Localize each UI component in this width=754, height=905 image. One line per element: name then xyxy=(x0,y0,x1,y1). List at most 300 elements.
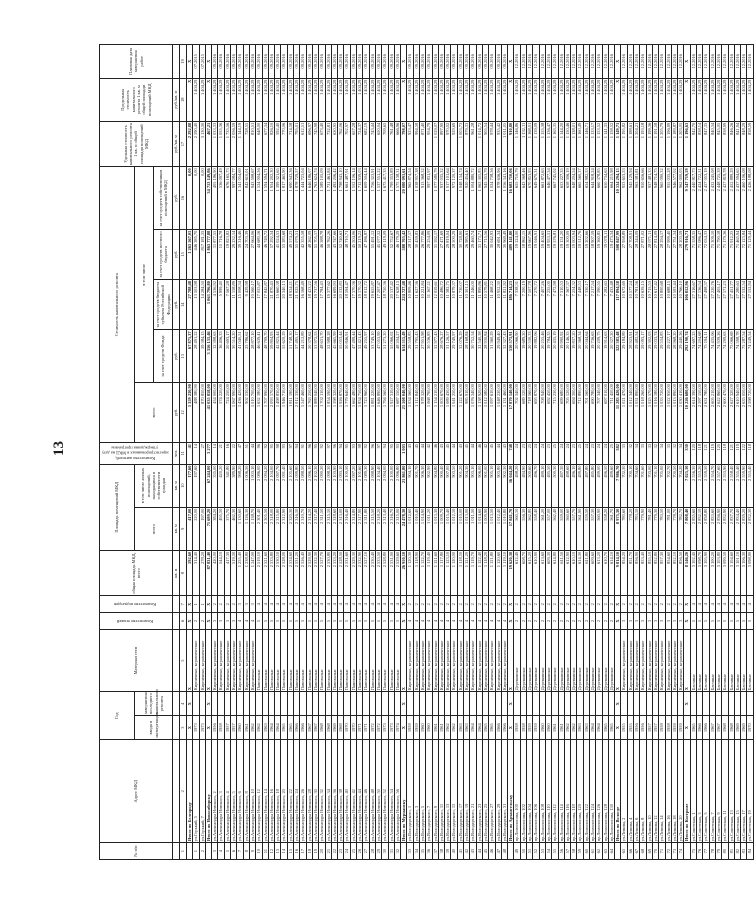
table-cell: 1959 xyxy=(533,716,539,740)
table-cell: 4 xyxy=(249,613,255,630)
table-cell: 649 670,31 xyxy=(533,167,539,229)
table-cell: 923,47 xyxy=(407,121,413,167)
table-cell: Деревянные xyxy=(583,629,589,691)
table-cell: 2 839,20 xyxy=(741,507,747,550)
table-cell: 10 766,10 xyxy=(678,280,684,330)
table-cell: 1 131 460,00 xyxy=(501,383,507,443)
table-cell: 46 xyxy=(476,443,482,465)
table-cell: 20 066,90 xyxy=(514,330,520,383)
table-cell: Панельные xyxy=(338,629,344,691)
table-cell: 780,60 xyxy=(621,507,627,550)
table-cell: Блочные xyxy=(715,629,721,691)
table-cell: 09.2016 xyxy=(382,45,388,79)
unit-cell xyxy=(173,692,180,716)
table-cell: 1968 xyxy=(722,716,728,740)
table-cell: 2 xyxy=(212,596,218,613)
table-cell: 49 119,09 xyxy=(382,229,388,279)
table-cell: 30 752,54 xyxy=(470,330,476,383)
table-cell: 09.2016 xyxy=(350,45,356,79)
table-cell: 2 xyxy=(539,596,545,613)
table-cell: 43 747,66 xyxy=(331,229,337,279)
table-cell: 1 404,29 xyxy=(583,78,589,121)
table-cell: 1967 xyxy=(709,716,715,740)
table-cell: 446 385,70 xyxy=(193,229,199,279)
table-cell: 93 xyxy=(350,443,356,465)
table-cell: 2 597 150,00 xyxy=(697,383,703,443)
table-cell: 499,60 xyxy=(608,464,614,507)
table-cell: 25 xyxy=(552,443,558,465)
table-cell: 2 426 188,08 xyxy=(747,167,753,229)
table-cell: 12.2016 xyxy=(652,45,658,79)
table-cell: 612,40 xyxy=(514,550,520,596)
table-cell: 26 950,10 xyxy=(401,550,407,596)
table-cell: 1 889 040,00 xyxy=(312,383,318,443)
table-cell: 838,99 xyxy=(722,121,728,167)
table-cell: 2 529,30 xyxy=(350,550,356,596)
table-cell: 27 715,56 xyxy=(482,229,488,279)
table-cell: 12.2016 xyxy=(602,45,608,79)
table-cell: ул.Ленина, 12 xyxy=(652,740,658,843)
table-cell: 1 076 340,00 xyxy=(470,383,476,443)
table-cell: 39 xyxy=(445,843,451,860)
table-cell: 1 404,29 xyxy=(608,78,614,121)
table-cell: Кирпичные, керамические xyxy=(249,629,255,691)
table-cell: 7 507,78 xyxy=(527,280,533,330)
table-cell: 5 xyxy=(275,613,281,630)
table-cell: 1 537 551,22 xyxy=(375,167,381,229)
table-cell: 0,00 xyxy=(199,167,205,229)
table-cell: 2 316,70 xyxy=(388,507,394,550)
table-cell: 92 xyxy=(363,443,369,465)
table-cell: Панельные xyxy=(312,629,318,691)
table-cell: 1 038 957,38 xyxy=(413,167,419,229)
table-cell: 1 404,29 xyxy=(678,78,684,121)
table-cell: 1963 xyxy=(262,716,268,740)
table-cell: 41 035 858,00 xyxy=(205,383,211,443)
table-cell: 4 xyxy=(715,596,721,613)
table-cell: 1 404,29 xyxy=(728,78,734,121)
table-cell: 1964 xyxy=(268,716,274,740)
table-cell: 2 448 725,39 xyxy=(715,167,721,229)
table-cell: 2 xyxy=(482,596,488,613)
table-cell: 954,79 xyxy=(426,121,432,167)
table-cell: 71 699,20 xyxy=(205,507,211,550)
table-cell: 11 382,75 xyxy=(445,280,451,330)
table-cell: 1 404,29 xyxy=(634,78,640,121)
table-cell: 09.2016 xyxy=(363,45,369,79)
table-cell: 560,10 xyxy=(514,507,520,550)
table-cell: 848,29 xyxy=(741,121,747,167)
table-cell: 901,00 xyxy=(482,464,488,507)
table-cell: 1 404,29 xyxy=(262,78,268,121)
table-cell: 2 xyxy=(596,596,602,613)
table-cell: 2 xyxy=(583,596,589,613)
table-cell: 779,90 xyxy=(640,507,646,550)
table-cell: 2 xyxy=(199,843,205,860)
table-cell: 3 277 xyxy=(205,443,211,465)
table-cell: 1 404,29 xyxy=(331,78,337,121)
table-cell: 10 486,72 xyxy=(438,280,444,330)
table-cell: 2 301,40 xyxy=(256,507,262,550)
table-cell: 4 536,92 xyxy=(212,280,218,330)
table-cell: 2 534,60 xyxy=(287,550,293,596)
table-cell: 53 283,68 xyxy=(281,229,287,279)
table-cell: 2 318,60 xyxy=(331,507,337,550)
table-cell: 1968 xyxy=(319,716,325,740)
table-cell: 12.2016 xyxy=(514,45,520,79)
table-cell: 845,05 xyxy=(715,121,721,167)
table-cell: 09.2016 xyxy=(482,45,488,79)
table-cell: 24 xyxy=(533,443,539,465)
table-cell: 842,70 xyxy=(690,121,696,167)
table-cell: 52 xyxy=(533,843,539,860)
table-cell: 4 xyxy=(262,596,268,613)
table-cell: 44 xyxy=(419,443,425,465)
table-cell: 963 381,81 xyxy=(634,167,640,229)
table-cell: 12.2016 xyxy=(741,45,747,79)
table-cell: 1 444 723,04 xyxy=(300,167,306,229)
table-cell: 11 158,89 xyxy=(231,280,237,330)
table-cell: 62 xyxy=(596,843,602,860)
table-cell: 49 574,23 xyxy=(287,229,293,279)
table-cell: 10 715,53 xyxy=(646,280,652,330)
table-cell: 1 xyxy=(193,843,199,860)
table-cell: 4 xyxy=(218,843,224,860)
table-cell: 12.2016 xyxy=(678,45,684,79)
column-number-cell: 10 xyxy=(180,464,187,507)
table-cell: 1 594 594,71 xyxy=(262,167,268,229)
table-cell: 1 404,29 xyxy=(268,78,274,121)
table-cell: 2 xyxy=(193,613,199,630)
table-cell: 09.2016 xyxy=(419,45,425,79)
table-cell: 48 xyxy=(501,843,507,860)
table-cell: 1 404,29 xyxy=(464,78,470,121)
table-cell: 17 841,70 xyxy=(508,507,514,550)
table-cell: 12.2016 xyxy=(703,45,709,79)
table-cell: 856,90 xyxy=(634,550,640,596)
table-cell: 4 xyxy=(489,613,495,630)
table-cell: 770,06 xyxy=(281,121,287,167)
table-cell: 19 404,65 xyxy=(539,229,545,279)
table-cell: 1 014,90 xyxy=(419,507,425,550)
table-cell: 2 529,90 xyxy=(306,550,312,596)
table-cell: ул.Володарского, 19 xyxy=(464,740,470,843)
table-cell: 91 xyxy=(300,443,306,465)
table-cell: 20 530,33 xyxy=(527,330,533,383)
table-cell: Итого по Вологде xyxy=(615,740,621,843)
table-cell: 13 503,98 xyxy=(193,280,199,330)
table-cell: 1 498 830,00 xyxy=(275,383,281,443)
table-cell: 905,10 xyxy=(489,464,495,507)
table-cell: 935,42 xyxy=(495,121,501,167)
table-cell: 3 130,30 xyxy=(199,121,205,167)
table-cell: 78 xyxy=(709,843,715,860)
table-cell: 955 035,28 xyxy=(665,167,671,229)
table-cell: 970,02 xyxy=(445,121,451,167)
table-cell: 1 404,29 xyxy=(747,78,753,121)
table-cell: 41 xyxy=(187,443,193,465)
table-cell: 4 xyxy=(426,613,432,630)
table-cell: 488 380,90 xyxy=(193,383,199,443)
table-cell: 2 089,30 xyxy=(363,464,369,507)
table-cell: X xyxy=(615,45,621,79)
table-cell: Деревянные xyxy=(608,629,614,691)
table-cell: 28 244,09 xyxy=(634,229,640,279)
table-cell: 2 316,40 xyxy=(344,507,350,550)
table-cell: 702,70 xyxy=(665,464,671,507)
table-cell: 2 557,60 xyxy=(715,464,721,507)
table-cell: 49 255,97 xyxy=(363,330,369,383)
table-cell: 27 280,63 xyxy=(734,280,740,330)
table-cell: 795,01 xyxy=(294,121,300,167)
table-cell: 5 xyxy=(375,613,381,630)
table-cell: 74 435,06 xyxy=(709,330,715,383)
table-cell: 1 723 960,00 xyxy=(363,383,369,443)
table-cell: 3 101,10 xyxy=(734,550,740,596)
table-cell: 59 804,93 xyxy=(268,330,274,383)
table-cell: 1 404,29 xyxy=(300,78,306,121)
table-cell: 1 881 220,00 xyxy=(369,383,375,443)
table-cell: 07.2015 xyxy=(199,45,205,79)
table-cell: ул.Александра Невского, 14 xyxy=(262,740,268,843)
table-cell: 1 016 180,00 xyxy=(652,383,658,443)
table-cell: Панельные xyxy=(375,629,381,691)
table-cell: 21 861,80 xyxy=(401,464,407,507)
table-cell: 1971 xyxy=(357,716,363,740)
table-cell: 33 xyxy=(665,443,671,465)
table-cell: 7 217,54 xyxy=(590,280,596,330)
table-cell: 592,60 xyxy=(187,550,193,596)
table-cell: ул.Советская, 13 xyxy=(728,740,734,843)
table-cell: 1 118,20 xyxy=(482,550,488,596)
table-cell: 2 605 210,00 xyxy=(709,383,715,443)
table-cell: 1 263 567,05 xyxy=(187,229,193,279)
table-cell: ул.Володарского, 21 xyxy=(470,740,476,843)
table-cell: 5 xyxy=(747,613,753,630)
table-cell: 52 988,28 xyxy=(325,330,331,383)
table-cell: 1 063 305,85 xyxy=(476,167,482,229)
table-cell: 32 977,43 xyxy=(432,330,438,383)
table-cell: ул.Володарского, 7 xyxy=(426,740,432,843)
table-cell: 53 972,53 xyxy=(312,330,318,383)
table-cell: 612,51 xyxy=(300,121,306,167)
table-cell: 2 318,20 xyxy=(375,507,381,550)
table-cell: 16 699,93 xyxy=(331,280,337,330)
table-cell: 7 025,10 xyxy=(684,464,690,507)
table-cell: 12.2016 xyxy=(545,45,551,79)
table-cell: 30 xyxy=(382,843,388,860)
table-cell: 09.2016 xyxy=(501,45,507,79)
table-cell: 1 404,29 xyxy=(501,78,507,121)
table-cell: 1 404,29 xyxy=(224,78,230,121)
table-cell: 1967 xyxy=(312,716,318,740)
table-cell: 1962 xyxy=(249,716,255,740)
table-cell: 314,40 xyxy=(193,550,199,596)
table-cell: 2 314,20 xyxy=(306,507,312,550)
page-number: 13 xyxy=(51,441,67,456)
table-cell: 913 368,32 xyxy=(419,167,425,229)
table-cell: 1 404,29 xyxy=(741,78,747,121)
table-cell: 24 xyxy=(583,443,589,465)
table-cell: 712 890,00 xyxy=(577,383,583,443)
table-cell: 27 664,06 xyxy=(249,229,255,279)
table-cell: 962 000,05 xyxy=(678,167,684,229)
table-cell: 519,30 xyxy=(231,550,237,596)
table-cell: 2 xyxy=(590,596,596,613)
table-cell: 14 284,50 xyxy=(199,280,205,330)
table-cell: 9 547 719,59 xyxy=(684,167,690,229)
table-cell: 81 xyxy=(728,843,734,860)
table-cell: 53 xyxy=(539,843,545,860)
table-cell: Кирпичные, керамические xyxy=(646,629,652,691)
table-cell: Панельные xyxy=(388,629,394,691)
table-cell: 900,40 xyxy=(438,464,444,507)
unit-cell xyxy=(173,629,180,691)
table-cell: 1 404,29 xyxy=(558,78,564,121)
table-cell: 2 xyxy=(558,596,564,613)
table-cell: 7 986,70 xyxy=(615,464,621,507)
table-cell: 5 xyxy=(338,613,344,630)
table-cell: 1 404,29 xyxy=(571,78,577,121)
table-cell: Итого по Новосибирску xyxy=(205,740,211,843)
table-cell: 689 120,00 xyxy=(520,383,526,443)
table-cell: 1 195,82 xyxy=(621,121,627,167)
table-cell: 2 320,30 xyxy=(287,507,293,550)
table-cell: 27 498,37 xyxy=(703,280,709,330)
table-cell: 7 338,31 xyxy=(514,280,520,330)
table-cell: 1955 xyxy=(627,716,633,740)
table-cell: 1 118,50 xyxy=(457,550,463,596)
table-cell: 709,65 xyxy=(382,121,388,167)
table-cell: 5 xyxy=(382,613,388,630)
table-cell: ул.Ленина, 6 xyxy=(634,740,640,843)
table-cell: X xyxy=(187,596,193,613)
table-cell: 1 404,29 xyxy=(432,78,438,121)
table-cell: 23 xyxy=(545,443,551,465)
table-cell: 87 831,40 xyxy=(205,550,211,596)
table-cell: 614,30 xyxy=(577,550,583,596)
table-cell: 31 173,71 xyxy=(476,229,482,279)
table-cell: 702,30 xyxy=(621,464,627,507)
table-cell: 19 078,11 xyxy=(602,229,608,279)
table-cell: Кирпичные, керамические xyxy=(438,629,444,691)
table-cell: 781,00 xyxy=(665,507,671,550)
table-cell: 1 097 610,00 xyxy=(489,383,495,443)
table-cell: 643 368,46 xyxy=(520,167,526,229)
table-cell: пр.Ломоносова, 110 xyxy=(545,740,551,843)
table-cell: 57 495,17 xyxy=(294,330,300,383)
table-cell: 1 763 250,00 xyxy=(306,383,312,443)
table-cell: 50 219,22 xyxy=(357,229,363,279)
table-cell: 1 029,07 xyxy=(432,121,438,167)
table-cell: 122 xyxy=(741,443,747,465)
table-cell: 1 010 700,00 xyxy=(249,383,255,443)
table-cell: 1 404,29 xyxy=(652,78,658,121)
table-cell: 23 xyxy=(571,443,577,465)
table-cell: 1955 xyxy=(621,716,627,740)
table-cell: 20 132,83 xyxy=(338,280,344,330)
table-cell: 12.2016 xyxy=(539,45,545,79)
table-cell: 29 232,14 xyxy=(231,229,237,279)
table-cell: 665 560,37 xyxy=(577,167,583,229)
table-cell: 3 xyxy=(212,613,218,630)
table-cell: ул.Володарского, 31 xyxy=(501,740,507,843)
table-cell: Кирпичные, керамические xyxy=(627,629,633,691)
table-cell: 09.2016 xyxy=(319,45,325,79)
table-cell: 1 404,29 xyxy=(690,78,696,121)
table-cell: 10 577,24 xyxy=(627,280,633,330)
table-cell: 0,00 xyxy=(193,167,199,229)
table-cell: 64 xyxy=(608,843,614,860)
table-cell: 1 021 470,00 xyxy=(621,383,627,443)
table-cell: 09.2016 xyxy=(476,45,482,79)
table-cell: 2 460 106,08 xyxy=(741,167,747,229)
table-cell: 29 949,40 xyxy=(495,330,501,383)
table-cell: 1962 xyxy=(571,716,577,740)
table-cell: 09.2016 xyxy=(300,45,306,79)
table-cell: Панельные xyxy=(331,629,337,691)
table-cell: 2 xyxy=(577,596,583,613)
table-cell: X xyxy=(187,45,193,79)
table-cell: Кирпичные, керамические xyxy=(457,629,463,691)
table-cell: 19 512,76 xyxy=(577,229,583,279)
table-cell: 22 xyxy=(231,443,237,465)
table-cell: 09.2016 xyxy=(457,45,463,79)
table-cell: 12.2016 xyxy=(722,45,728,79)
table-cell: Кирпичные, керамические xyxy=(634,629,640,691)
table-cell: 51 491,12 xyxy=(369,229,375,279)
table-cell: 1 155,38 xyxy=(539,121,545,167)
table-cell: 4 xyxy=(275,596,281,613)
table-cell: 1 954 202,30 xyxy=(268,167,274,229)
table-cell: 27 220,76 xyxy=(709,280,715,330)
table-cell: 903,10 xyxy=(470,464,476,507)
table-cell: 09.2016 xyxy=(445,45,451,79)
table-cell: 2 432 245,08 xyxy=(709,167,715,229)
table-cell: 495,80 xyxy=(590,464,596,507)
table-cell: 30 459,83 xyxy=(413,229,419,279)
table-cell: 4 xyxy=(268,596,274,613)
table-cell: 27 152,94 xyxy=(747,280,753,330)
table-cell: ул.Александра Невского, 34 xyxy=(325,740,331,843)
table-cell: 4 xyxy=(312,596,318,613)
table-cell: Деревянные xyxy=(571,629,577,691)
table-cell: 51 273,20 xyxy=(382,330,388,383)
table-cell: 2 097,20 xyxy=(350,464,356,507)
table-cell: 536 097,49 xyxy=(218,167,224,229)
table-cell: 646 477,34 xyxy=(545,167,551,229)
table-cell: 7 567,28 xyxy=(224,280,230,330)
table-cell: 559,00 xyxy=(558,507,564,550)
table-cell: 2 xyxy=(678,596,684,613)
table-cell: 26 777,86 xyxy=(419,229,425,279)
table-cell: 1958 xyxy=(659,716,665,740)
table-cell: 12.2016 xyxy=(558,45,564,79)
table-cell: 57 xyxy=(564,843,570,860)
table-cell: 1 063 796,80 xyxy=(205,280,211,330)
table-cell: 2 533,50 xyxy=(375,550,381,596)
table-cell: 14 xyxy=(281,843,287,860)
table-cell: 10 xyxy=(256,843,262,860)
table-cell: 15 716,78 xyxy=(218,229,224,279)
table-cell: 1 675 417,35 xyxy=(382,167,388,229)
table-cell: 557,70 xyxy=(571,507,577,550)
table-cell: 2 838,80 xyxy=(703,507,709,550)
table-cell: 24 xyxy=(564,443,570,465)
table-cell: 24 xyxy=(602,443,608,465)
table-cell: 666,96 xyxy=(394,121,400,167)
table-cell: 1 003,73 xyxy=(457,121,463,167)
